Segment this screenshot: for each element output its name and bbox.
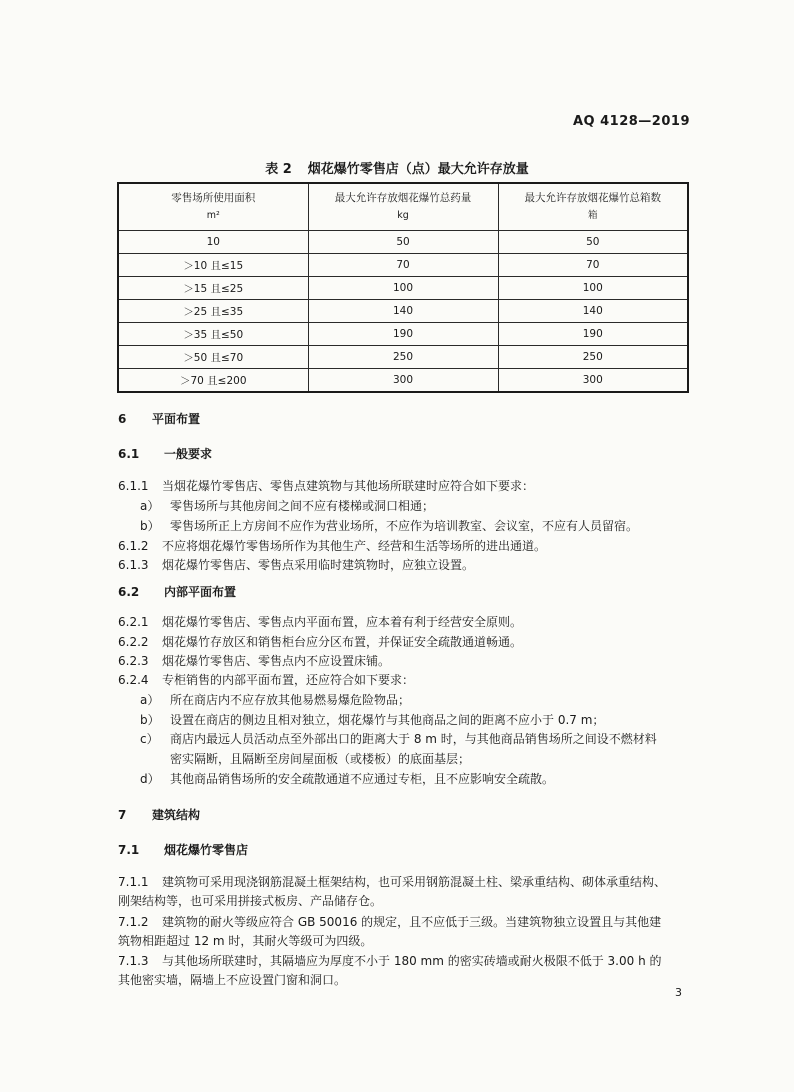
table-title: 烟花爆竹零售店（点）最大允许存放量 bbox=[307, 162, 529, 177]
clause-6-2-1: 6.2.1 烟花爆竹零售店、零售点内平面布置，应本着有利于经营安全原则。 bbox=[118, 615, 523, 629]
section-7-1-heading: 7.1 烟花爆竹零售店 bbox=[118, 843, 249, 857]
table-caption bbox=[0, 158, 794, 177]
cell-boxes: 100 bbox=[498, 277, 688, 300]
section-6-2-heading: 6.2 内部平面布置 bbox=[118, 585, 237, 599]
cell-boxes: 190 bbox=[498, 323, 688, 346]
clause-7-1-2: 7.1.2 建筑物的耐火等级应符合 GB 50016 的规定，且不应低于三级。当建筑物独立设置且与其他建 bbox=[118, 915, 662, 929]
clause-6-1-2: 6.1.2 不应将烟花爆竹零售场所作为其他生产、经营和生活等场所的进出通道。 bbox=[118, 539, 547, 553]
table-number: 表 2 bbox=[265, 162, 292, 177]
cell-area: ＞50 且≤70 bbox=[118, 346, 308, 369]
clause-6-2-4-c-continued: 密实隔断，且隔断至房间屋面板（或楼板）的底面基层； bbox=[170, 752, 471, 766]
section-6-1-heading: 6.1 一般要求 bbox=[118, 447, 213, 461]
section-7-heading: 7 建筑结构 bbox=[118, 808, 201, 822]
cell-area: ＞15 且≤25 bbox=[118, 277, 308, 300]
clause-6-1-1-b: b） 零售场所正上方房间不应作为营业场所，不应作为培训教室、会议室，不应有人员留宿。 bbox=[140, 519, 639, 533]
clause-6-2-4: 6.2.4 专柜销售的内部平面布置，还应符合如下要求： bbox=[118, 673, 415, 687]
table-row bbox=[118, 254, 688, 277]
clause-6-1-1: 6.1.1 当烟花爆竹零售店、零售点建筑物与其他场所联建时应符合如下要求： bbox=[118, 479, 535, 493]
header-boxes: 最大允许存放烟花爆竹总箱数 箱 bbox=[498, 183, 688, 231]
cell-weight: 250 bbox=[308, 346, 498, 369]
cell-area: ＞10 且≤15 bbox=[118, 254, 308, 277]
table-row bbox=[118, 300, 688, 323]
clause-6-2-4-d: d） 其他商品销售场所的安全疏散通道不应通过专柜，且不应影响安全疏散。 bbox=[140, 772, 555, 786]
cell-weight: 100 bbox=[308, 277, 498, 300]
cell-area: ＞25 且≤35 bbox=[118, 300, 308, 323]
cell-weight: 70 bbox=[308, 254, 498, 277]
table-row bbox=[118, 369, 688, 393]
clause-7-1-1-continued: 刚架结构等，也可采用拼接式板房、产品储存仓。 bbox=[118, 894, 383, 908]
document-code: AQ 4128—2019 bbox=[572, 114, 690, 129]
clause-7-1-3-continued: 其他密实墙，隔墙上不应设置门窗和洞口。 bbox=[118, 973, 347, 987]
table-header-row bbox=[118, 183, 688, 231]
clause-6-1-1-a: a） 零售场所与其他房间之间不应有楼梯或洞口相通； bbox=[140, 499, 435, 513]
clause-6-2-4-b: b） 设置在商店的侧边且相对独立，烟花爆竹与其他商品之间的距离不应小于 0.7 m； bbox=[140, 713, 605, 727]
clause-7-1-3: 7.1.3 与其他场所联建时，其隔墙应为厚度不小于 180 mm 的密实砖墙或耐火极限不低于 3.00 h 的 bbox=[118, 954, 662, 968]
clause-6-2-3: 6.2.3 烟花爆竹零售店、零售点内不应设置床铺。 bbox=[118, 654, 391, 668]
cell-area: 10 bbox=[118, 231, 308, 254]
header-area: 零售场所使用面积 m² bbox=[118, 183, 308, 231]
cell-boxes: 70 bbox=[498, 254, 688, 277]
cell-boxes: 50 bbox=[498, 231, 688, 254]
clause-6-2-4-a: a） 所在商店内不应存放其他易燃易爆危险物品； bbox=[140, 693, 411, 707]
cell-boxes: 140 bbox=[498, 300, 688, 323]
cell-boxes: 300 bbox=[498, 369, 688, 393]
cell-weight: 50 bbox=[308, 231, 498, 254]
cell-weight: 190 bbox=[308, 323, 498, 346]
clause-7-1-2-continued: 筑物相距超过 12 m 时，其耐火等级可为四级。 bbox=[118, 934, 373, 948]
clause-6-1-3: 6.1.3 烟花爆竹零售店、零售点采用临时建筑物时，应独立设置。 bbox=[118, 558, 475, 572]
storage-limit-table bbox=[117, 182, 689, 393]
cell-area: ＞70 且≤200 bbox=[118, 369, 308, 393]
table-row bbox=[118, 346, 688, 369]
clause-6-2-4-c: c） 商店内最远人员活动点至外部出口的距离大于 8 m 时，与其他商品销售场所之间设不燃材料 bbox=[140, 732, 657, 746]
clause-7-1-1: 7.1.1 建筑物可采用现浇钢筋混凝土框架结构，也可采用钢筋混凝土柱、梁承重结构、砌体承重结构、 bbox=[118, 875, 667, 889]
cell-boxes: 250 bbox=[498, 346, 688, 369]
clause-6-2-2: 6.2.2 烟花爆竹存放区和销售柜台应分区布置，并保证安全疏散通道畅通。 bbox=[118, 635, 523, 649]
header-weight: 最大允许存放烟花爆竹总药量 kg bbox=[308, 183, 498, 231]
cell-area: ＞35 且≤50 bbox=[118, 323, 308, 346]
table-row bbox=[118, 323, 688, 346]
cell-weight: 140 bbox=[308, 300, 498, 323]
cell-weight: 300 bbox=[308, 369, 498, 393]
page-number: 3 bbox=[675, 986, 682, 999]
table-row bbox=[118, 277, 688, 300]
table-row bbox=[118, 231, 688, 254]
section-6-heading: 6 平面布置 bbox=[118, 412, 201, 426]
